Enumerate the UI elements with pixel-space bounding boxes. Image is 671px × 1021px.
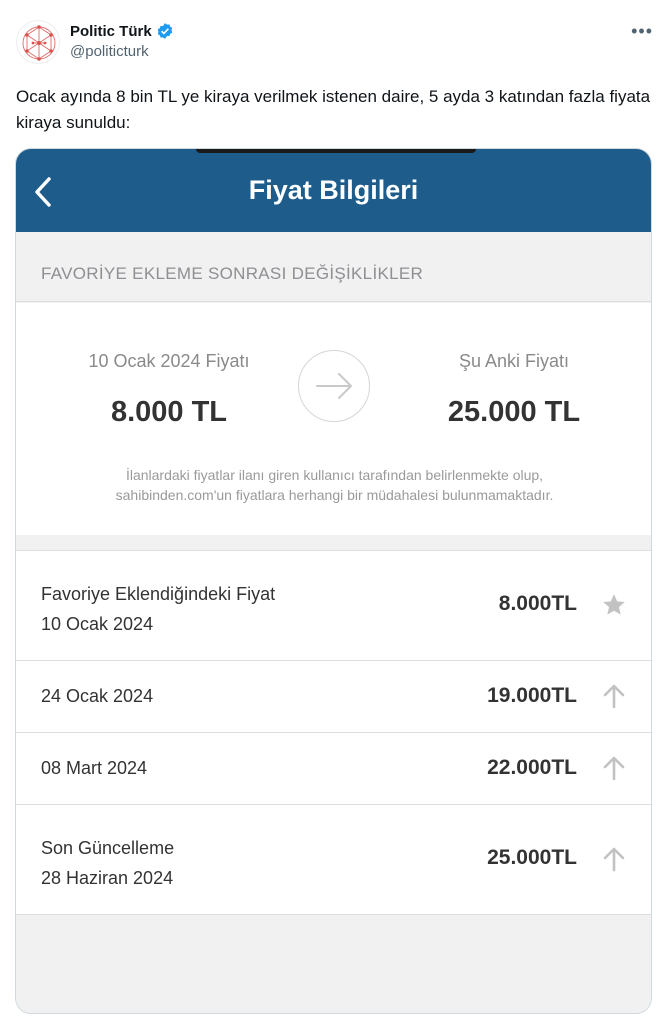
avatar[interactable] bbox=[16, 20, 60, 64]
current-price-block bbox=[389, 351, 639, 429]
current-price-value: 25.000 TL bbox=[447, 396, 581, 428]
star-icon bbox=[601, 592, 627, 618]
arrow-up-icon bbox=[601, 846, 627, 872]
arrow-up-icon bbox=[601, 683, 627, 709]
display-name[interactable]: Politic Türk bbox=[70, 22, 152, 40]
tweet-text: Ocak ayında 8 bin TL ye kiraya verilmek istenen daire, 5 ayda 3 katından fazla fiyata kiraya sunuldu: bbox=[16, 87, 651, 132]
history-price: 25.000TL bbox=[487, 846, 577, 869]
section-header bbox=[16, 232, 651, 302]
arrow-up-icon bbox=[601, 755, 627, 781]
arrow-right-icon bbox=[298, 350, 370, 422]
history-title: Son Güncelleme bbox=[41, 838, 175, 858]
history-price: 8.000TL bbox=[498, 592, 577, 615]
more-options-icon[interactable]: ••• bbox=[631, 21, 653, 41]
history-label bbox=[41, 579, 275, 639]
history-row bbox=[16, 661, 651, 733]
handle[interactable]: @politicturk bbox=[70, 43, 149, 60]
price-history-list bbox=[16, 551, 651, 915]
empty-area bbox=[16, 916, 651, 1014]
disclaimer-line-2: sahibinden.com'un fiyatlara herhangi bir müdahalesi bulunmamaktadır. bbox=[115, 487, 554, 503]
network-logo-icon bbox=[17, 21, 60, 64]
history-date: 24 Ocak 2024 bbox=[41, 686, 154, 706]
history-price: 19.000TL bbox=[487, 684, 577, 707]
history-date: 08 Mart 2024 bbox=[41, 758, 148, 778]
divider-band bbox=[16, 535, 651, 551]
old-price-block bbox=[44, 351, 294, 429]
history-row bbox=[16, 551, 651, 661]
history-row bbox=[16, 805, 651, 915]
media-image[interactable] bbox=[15, 148, 652, 1014]
history-date: 10 Ocak 2024 bbox=[41, 614, 154, 634]
old-price-value: 8.000 TL bbox=[110, 396, 228, 428]
section-title: FAVORİYE EKLEME SONRASI DEĞİŞİKLİKLER bbox=[41, 264, 424, 283]
current-price-label: Şu Anki Fiyatı bbox=[458, 351, 570, 371]
display-name-row[interactable] bbox=[70, 21, 174, 41]
phone-notch bbox=[196, 149, 476, 153]
price-comparison-panel bbox=[16, 303, 651, 535]
history-title: Favoriye Eklendiğindeki Fiyat bbox=[41, 584, 276, 604]
history-row bbox=[16, 733, 651, 805]
app-bar bbox=[16, 149, 651, 232]
history-date: 28 Haziran 2024 bbox=[41, 868, 174, 888]
old-price-label: 10 Ocak 2024 Fiyatı bbox=[88, 351, 250, 371]
author-block bbox=[70, 21, 174, 60]
history-price: 22.000TL bbox=[487, 756, 577, 779]
verified-badge-icon bbox=[156, 22, 174, 40]
disclaimer-line-1: İlanlardaki fiyatlar ilanı giren kullanıcı tarafından belirlenmekte olup, bbox=[125, 467, 544, 483]
disclaimer bbox=[36, 465, 633, 505]
history-label bbox=[41, 833, 174, 893]
page-title: Fiyat Bilgileri bbox=[248, 175, 419, 205]
